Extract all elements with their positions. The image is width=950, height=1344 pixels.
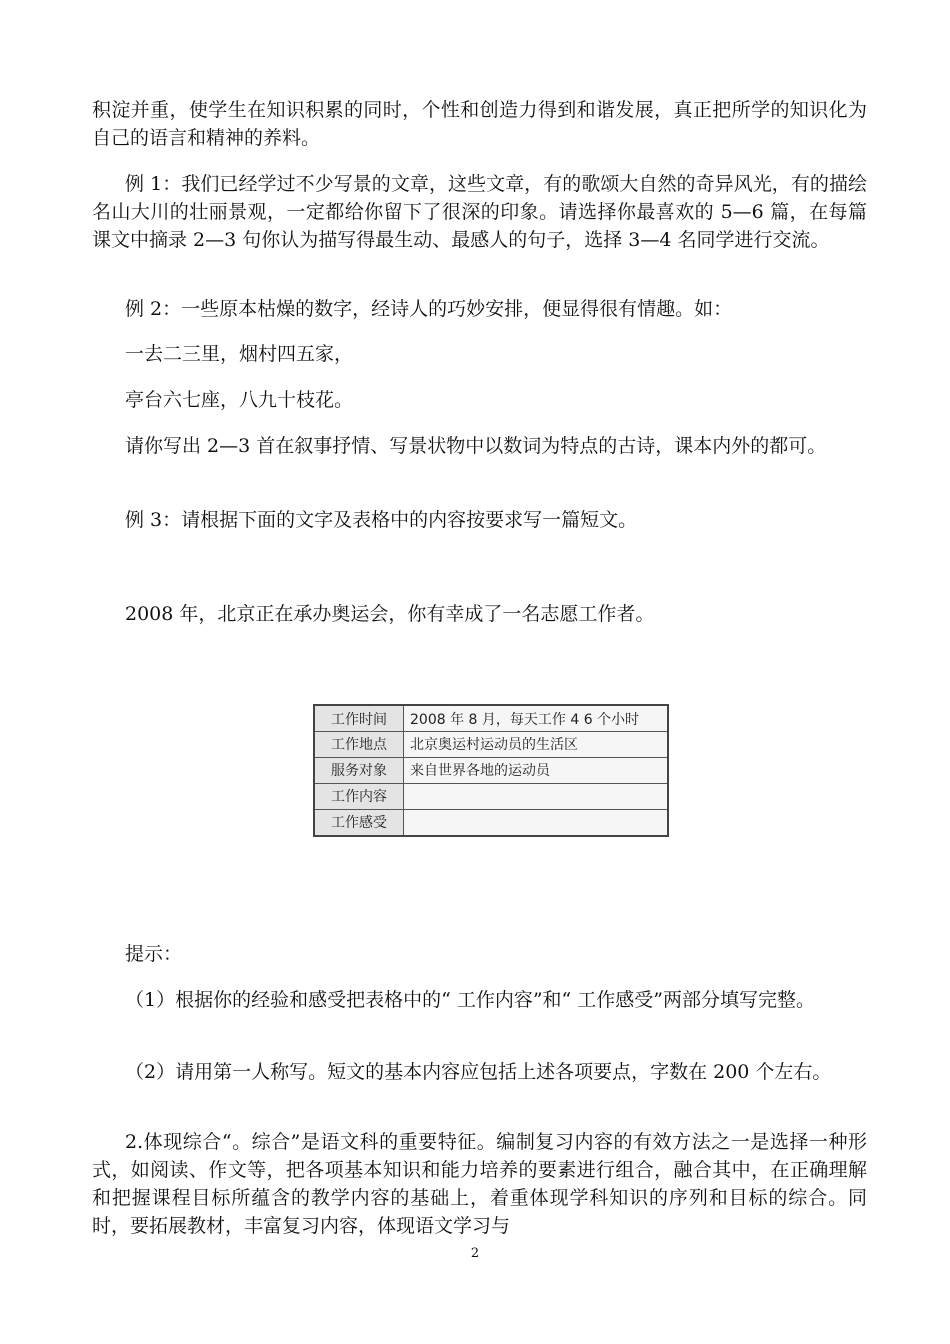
paragraph-context: 2008 年，北京正在承办奥运会，你有幸成了一名志愿工作者。 [125,603,655,625]
table-key-cell: 工作时间 [314,705,404,732]
table-key-cell: 服务对象 [314,757,404,783]
poem-line-2: 亭台六七座，八九十枝花。 [125,389,354,411]
table-row [314,783,668,809]
table-row [314,757,668,783]
hint-item-1: （1）根据你的经验和感受把表格中的“ 工作内容”和“ 工作感受”两部分填写完整。 [125,989,816,1011]
page-number: 2 [470,1246,480,1261]
paragraph-section-2: 2.体现综合“。综合”是语文科的重要特征。编制复习内容的有效方法之一是选择一种形式，如阅读、作文等，把各项基本知识和能力培养的要素进行组合，融合其中，在正确理解和把握课程目标所蕴含的教学内容的基础上，着重体现学科知识的序列和目标的综合。同时，要拓展教材，丰富复习内容，体现语文学习与 [92,1131,867,1237]
table-row [314,732,668,758]
table-value-cell: 2008 年 8 月，每天工作 4 6 个小时 [404,705,669,732]
table-value-cell: 来自世界各地的运动员 [404,757,669,783]
paragraph-example-1: 例 1：我们已经学过不少写景的文章，这些文章，有的歌颂大自然的奇异风光，有的描绘名山大川的壮丽景观，一定都给你留下了很深的印象。请选择你最喜欢的 5—6 篇，在每篇课文中摘录 2—3 句你认为描写得最生动、最感人的句子，选择 3—4 名同学进行交流。 [92,173,867,251]
table-row [314,705,668,732]
paragraph-task-2: 请你写出 2—3 首在叙事抒情、写景状物中以数词为特点的古诗，课本内外的都可。 [125,435,827,457]
hint-title: 提示： [125,943,183,965]
volunteer-info-table [313,704,669,837]
paragraph-continuation: 积淀并重，使学生在知识积累的同时，个性和创造力得到和谐发展，真正把所学的知识化为自己的语言和精神的养料。 [92,99,867,149]
paragraph-example-2: 例 2：一些原本枯燥的数字，经诗人的巧妙安排，便显得很有情趣。如： [125,298,733,320]
table-key-cell: 工作内容 [314,783,404,809]
table-value-cell [404,783,669,809]
table-value-cell: 北京奥运村运动员的生活区 [404,732,669,758]
poem-line-1: 一去二三里，烟村四五家， [125,343,354,365]
table-row [314,809,668,836]
table-key-cell: 工作地点 [314,732,404,758]
table-value-cell [404,809,669,836]
hint-item-2: （2）请用第一人称写。短文的基本内容应包括上述各项要点，字数在 200 个左右。 [125,1061,832,1083]
paragraph-example-3: 例 3：请根据下面的文字及表格中的内容按要求写一篇短文。 [125,509,638,531]
table-key-cell: 工作感受 [314,809,404,836]
